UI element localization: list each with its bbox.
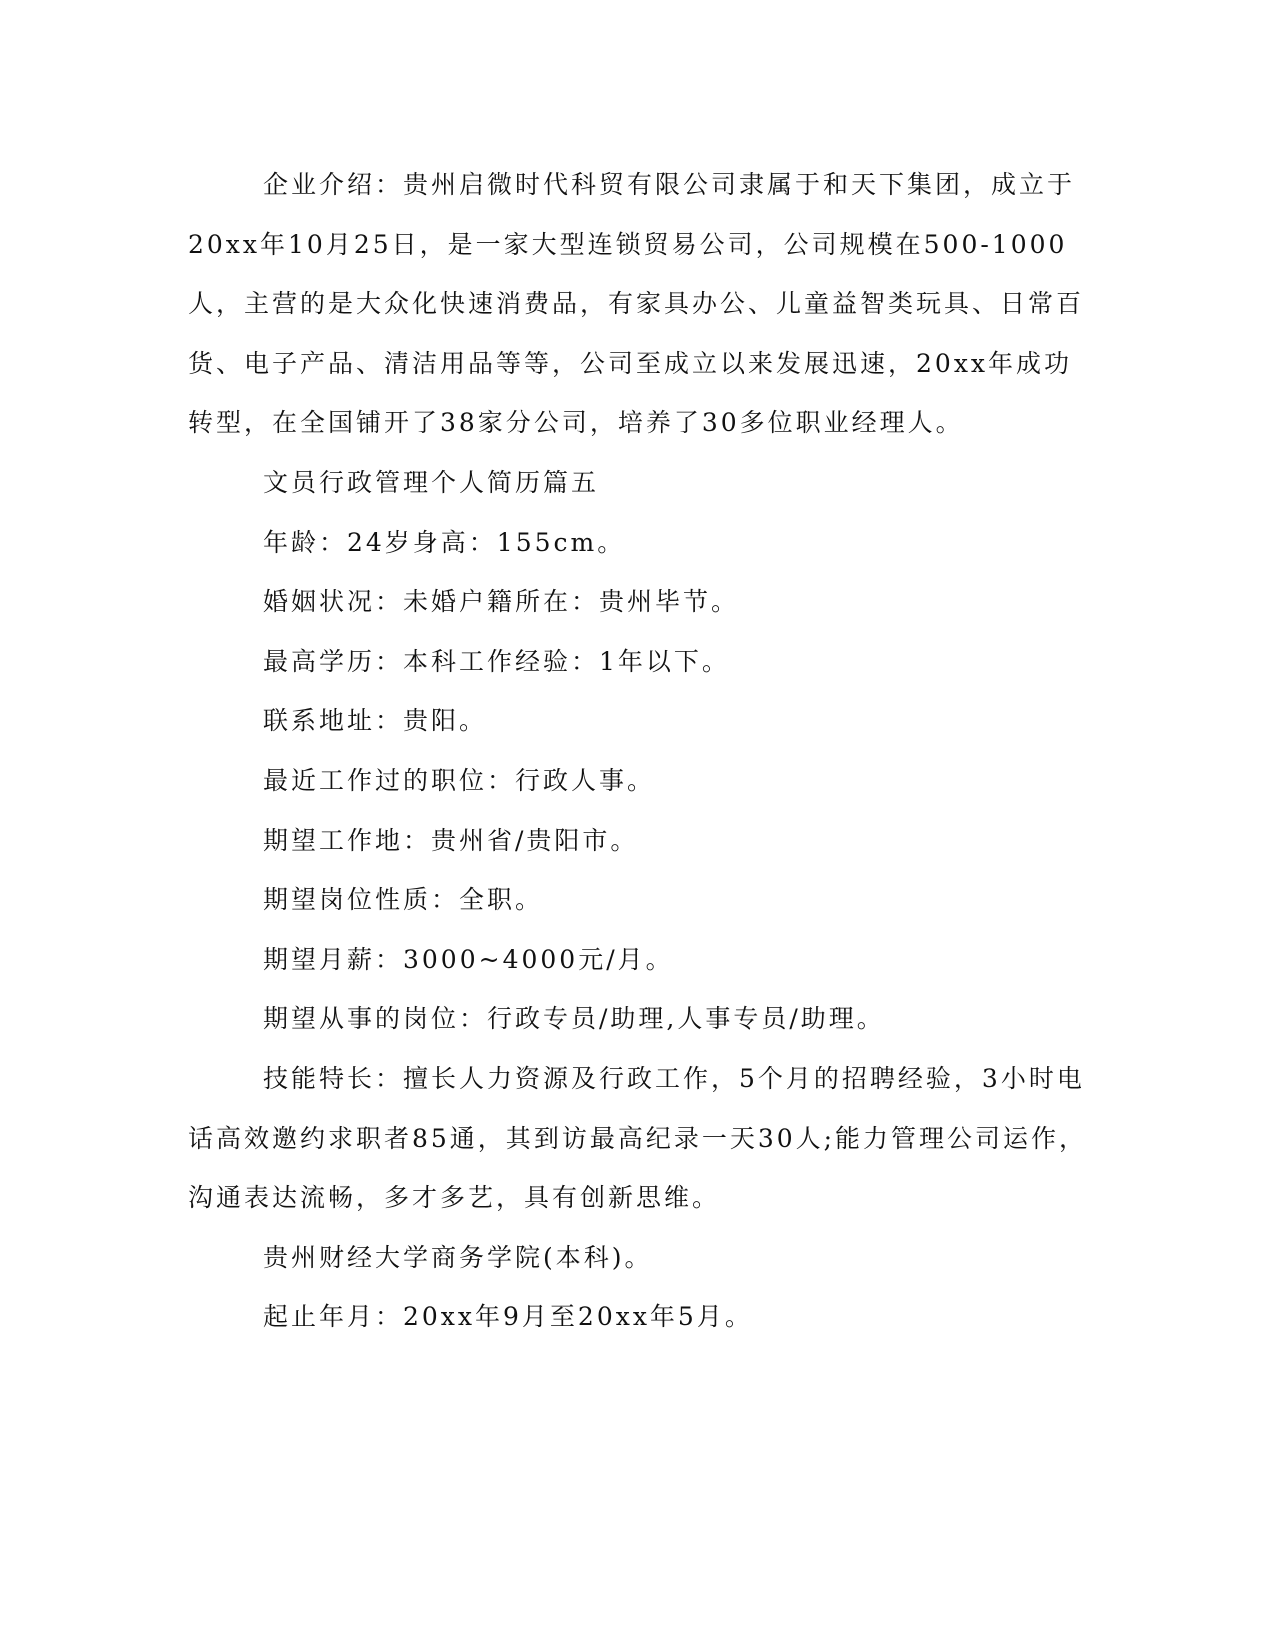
job-type-line: 期望岗位性质：全职。: [263, 885, 544, 915]
document-body: [188, 155, 1088, 1347]
company-intro-paragraph: 企业介绍：贵州启微时代科贸有限公司隶属于和天下集团，成立于20xx年10月25日，是一家大型连锁贸易公司，公司规模在500-1000人，主营的是大众化快速消费品，有家具办公、儿童益智类玩具、日常百货、电子产品、清洁用品等等，公司至成立以来发展迅速，20xx年成功转型，在全国铺开了38家分公司，培养了30多位职业经理人。: [188, 170, 1085, 438]
section-heading: 文员行政管理个人简历篇五: [263, 467, 600, 497]
desired-position-line: 期望从事的岗位：行政专员/助理,人事专员/助理。: [263, 1004, 885, 1034]
study-period-line: 起止年月：20xx年9月至20xx年5月。: [263, 1302, 753, 1332]
desired-location-line: 期望工作地：贵州省/贵阳市。: [263, 825, 639, 855]
address-line: 联系地址：贵阳。: [263, 706, 488, 736]
skills-paragraph: 技能特长：擅长人力资源及行政工作，5个月的招聘经验，3小时电话高效邀约求职者85通，其到访最高纪录一天30人;能力管理公司运作，沟通表达流畅，多才多艺，具有创新思维。: [188, 1063, 1088, 1213]
marital-hukou-line: 婚姻状况：未婚户籍所在：贵州毕节。: [263, 587, 740, 617]
salary-line: 期望月薪：3000~4000元/月。: [263, 944, 674, 974]
recent-position-line: 最近工作过的职位：行政人事。: [263, 765, 656, 795]
education-experience-line: 最高学历：本科工作经验：1年以下。: [263, 646, 730, 676]
age-height-line: 年龄：24岁身高：155cm。: [263, 527, 626, 557]
school-line: 贵州财经大学商务学院(本科)。: [263, 1242, 653, 1272]
